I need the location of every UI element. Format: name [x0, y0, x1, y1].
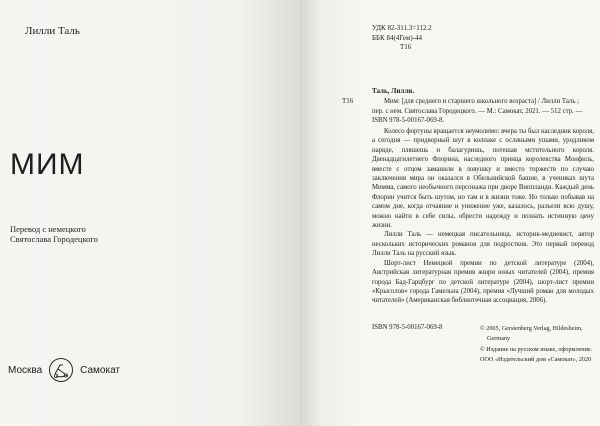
annotation-paragraph-3: Шорт-лист Немецкой премии по детской литературе (2004), Австрийская литературная премия жюри юных читателей (2004), премия города Бад-Гарцбург по детской литературе (2004), шорт-лист премии «Крысолов» города Гамельна (2004), премия «Лучший роман для молодых читателей» (Американская библиотечная ассоциация, 2006).	[372, 259, 594, 305]
author-sign: Т16	[400, 43, 412, 51]
catalog-author-sign: Т16	[342, 97, 354, 105]
translation-line-1: Перевод с немецкого	[10, 224, 86, 234]
isbn: ISBN 978-5-00167-069-8	[372, 324, 443, 331]
publisher-city: Москва	[8, 364, 43, 376]
bbk-code: ББК 84(4Гем)-44	[372, 33, 423, 42]
copyright-line-1: © 2005, Gerstenberg Verlag, Hildesheim,	[480, 325, 583, 332]
udk-code: УДК 82-311.3=112.2	[372, 24, 432, 32]
copyright-line-2: © Издание на русском языке, оформление.	[480, 345, 593, 353]
catalog-entry	[372, 97, 594, 126]
copyright-block	[480, 324, 592, 365]
catalog-line-1: Мим: [для среднего и старшего школьного возраста] / Лилли Таль ;	[384, 98, 580, 105]
catalog-line-2: пер. с нем. Святослава Городецкого. — М.: Самокат, 2021. — 512 стр. —	[372, 107, 583, 115]
translation-line-2: Святослава Городецкого	[10, 234, 98, 244]
book-title: МИМ	[10, 148, 85, 181]
annotation-paragraph-1: Колесо фортуны вращается неумолимо: вчера ты был наследник короля, а сегодня — придворный шут в колпаке с ослиными ушами, уродливом наряде, пляшешь и балагуришь, потешая мстительного короля. Двенадцатилетнего Флорина, наследного принца королевства Монфиль, вместе с отцом заманили в ловушку и вместо торжеств по случаю заключения мира он оказался в Обельнийской башне, в учениках шута Мимма, самого необычного персонажа при дворе Виппланди. Каждый день Флорин учится быть шутом, но там и в жизни тоже. Но только побывав на самом дне, когда отчаяние и унижение уже, казалось, разъели всю душу, можно найти в себе силы, обрести надежду и познать истинную цену жизни.	[372, 128, 594, 230]
copyright-line-3: ООО «Издательский дом «Самокат», 2020	[480, 355, 592, 363]
catalog-line-3: ISBN 978-5-00167-069-8.	[372, 117, 445, 125]
publisher-name: Самокат	[80, 364, 120, 376]
classification-codes	[372, 24, 432, 53]
samokat-logo-icon	[48, 357, 74, 383]
annotation	[372, 127, 594, 306]
translation-credit	[10, 224, 98, 244]
publisher-imprint	[8, 355, 120, 385]
catalog-heading: Таль, Лилли.	[372, 87, 415, 95]
author-name: Лилли Таль	[25, 25, 80, 37]
right-page	[300, 0, 600, 426]
annotation-paragraph-2: Лилли Таль — немецкая писательница, историк-медиевист, автор нескольких исторических романов для подростков. Это первый перевод Лилли Таль на русский язык.	[372, 231, 594, 258]
copyright-line-1b: Germany	[487, 335, 511, 343]
